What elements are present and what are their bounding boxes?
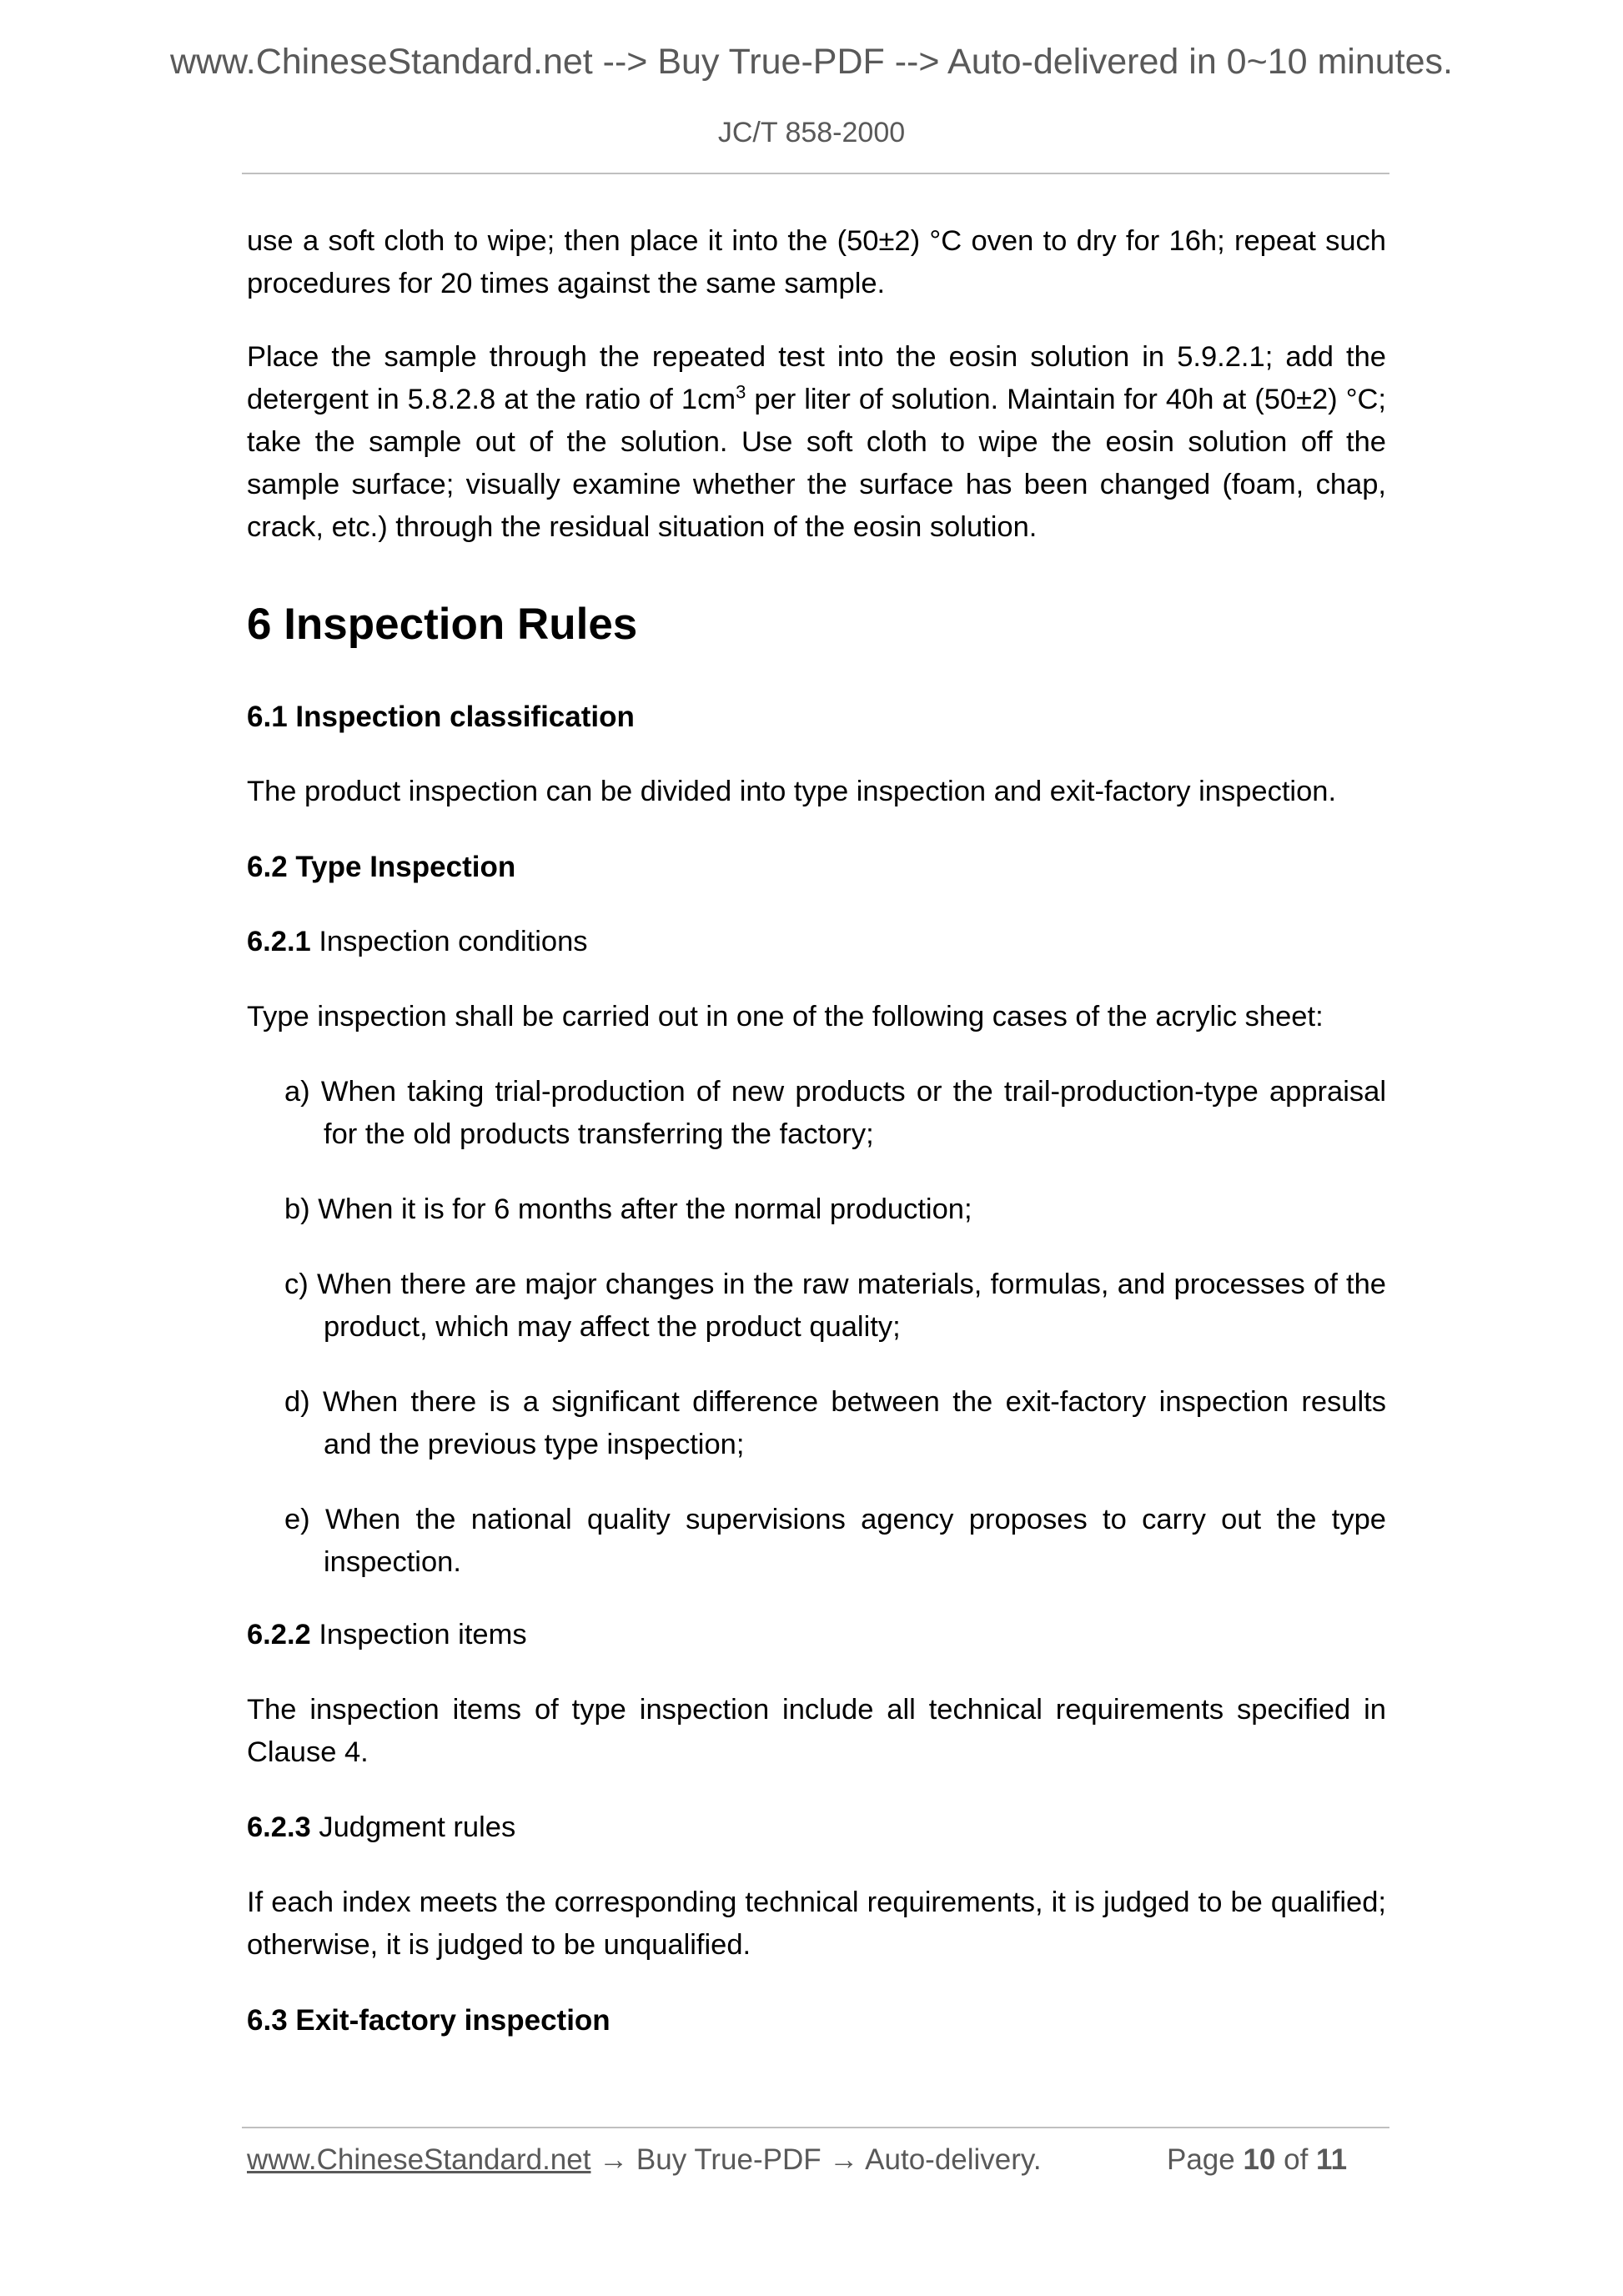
clause-label: Judgment rules <box>310 1811 516 1843</box>
list-item: d) When there is a significant difference between the exit-factory inspection results and the previous type inspection; <box>284 1386 1386 1460</box>
subsection-6-1-title: 6.1 Inspection classification <box>247 701 635 733</box>
page-number: 10 <box>1243 2143 1276 2176</box>
clause-6-2-3-heading <box>247 1806 1386 1849</box>
document-code: JC/T 858-2000 <box>717 117 906 148</box>
eosin-text-part-2: per liter of solution. Maintain for 40h at (50±2) °C; take the sample out of the solution. Use soft cloth to wipe the eosin solution off the sample surface; visually examine whether the surface has been changed (foam, chap, crack, etc.) through the residual situation of the eosin solution. <box>247 384 1386 543</box>
eosin-paragraph <box>247 336 1386 549</box>
clause-number: 6.2.2 <box>247 1619 311 1650</box>
list-item: c) When there are major changes in the raw materials, formulas, and processes of the product, which may affect the product quality; <box>284 1269 1386 1343</box>
page-indicator <box>1167 2143 1347 2177</box>
clause-6-2-3-text: If each index meets the corresponding technical requirements, it is judged to be qualified; otherwise, it is judged to be unqualified. <box>247 1887 1386 1961</box>
clause-label: Inspection items <box>310 1619 527 1650</box>
list-item: b) When it is for 6 months after the normal production; <box>284 1193 972 1225</box>
clause-label: Inspection conditions <box>310 926 588 957</box>
page-total: 11 <box>1316 2143 1348 2176</box>
header-divider <box>242 173 1389 174</box>
top-banner: www.ChineseStandard.net --> Buy True-PDF --> Auto-delivered in 0~10 minutes. <box>169 42 1453 82</box>
subsection-6-1-text: The product inspection can be divided into type inspection and exit-factory inspection. <box>247 776 1337 807</box>
list-item: e) When the national quality supervisions agency proposes to carry out the type inspection. <box>284 1504 1386 1578</box>
superscript-3: 3 <box>736 381 746 403</box>
clause-6-2-2-heading <box>247 1614 1386 1656</box>
page-footer <box>247 2143 1386 2193</box>
eosin-text-part-1: Place the sample through the repeated test into the eosin solution in 5.9.2.1; add the detergent in 5.8.2.8 at the ratio of 1cm <box>247 341 1386 415</box>
clause-6-2-1-heading <box>247 921 1386 963</box>
subsection-6-2-title: 6.2 Type Inspection <box>247 851 516 883</box>
footer-tagline: → Buy True-PDF → Auto-delivery. <box>590 2143 1042 2176</box>
of-word: of <box>1275 2143 1317 2176</box>
section-title: 6 Inspection Rules <box>247 600 638 649</box>
footer-divider <box>242 2127 1389 2128</box>
clause-6-2-1-text: Type inspection shall be carried out in one of the following cases of the acrylic sheet: <box>247 1001 1324 1032</box>
clause-number: 6.2.1 <box>247 926 311 957</box>
clause-number: 6.2.3 <box>247 1811 311 1843</box>
subsection-6-3-title: 6.3 Exit-factory inspection <box>247 2004 611 2037</box>
case-list <box>247 1071 1386 1584</box>
clause-6-2-2-text: The inspection items of type inspection include all technical requirements specified in Clause 4. <box>247 1694 1386 1768</box>
list-item: a) When taking trial-production of new products or the trail-production-type appraisal for the old products transferring the factory; <box>284 1076 1386 1150</box>
page-content <box>247 220 1386 2074</box>
site-link[interactable]: www.ChineseStandard.net <box>247 2143 591 2176</box>
intro-paragraph: use a soft cloth to wipe; then place it into the (50±2) °C oven to dry for 16h; repeat such procedures for 20 times against the same sample. <box>247 225 1386 299</box>
page-word: Page <box>1167 2143 1244 2176</box>
footer-left <box>247 2143 1042 2177</box>
